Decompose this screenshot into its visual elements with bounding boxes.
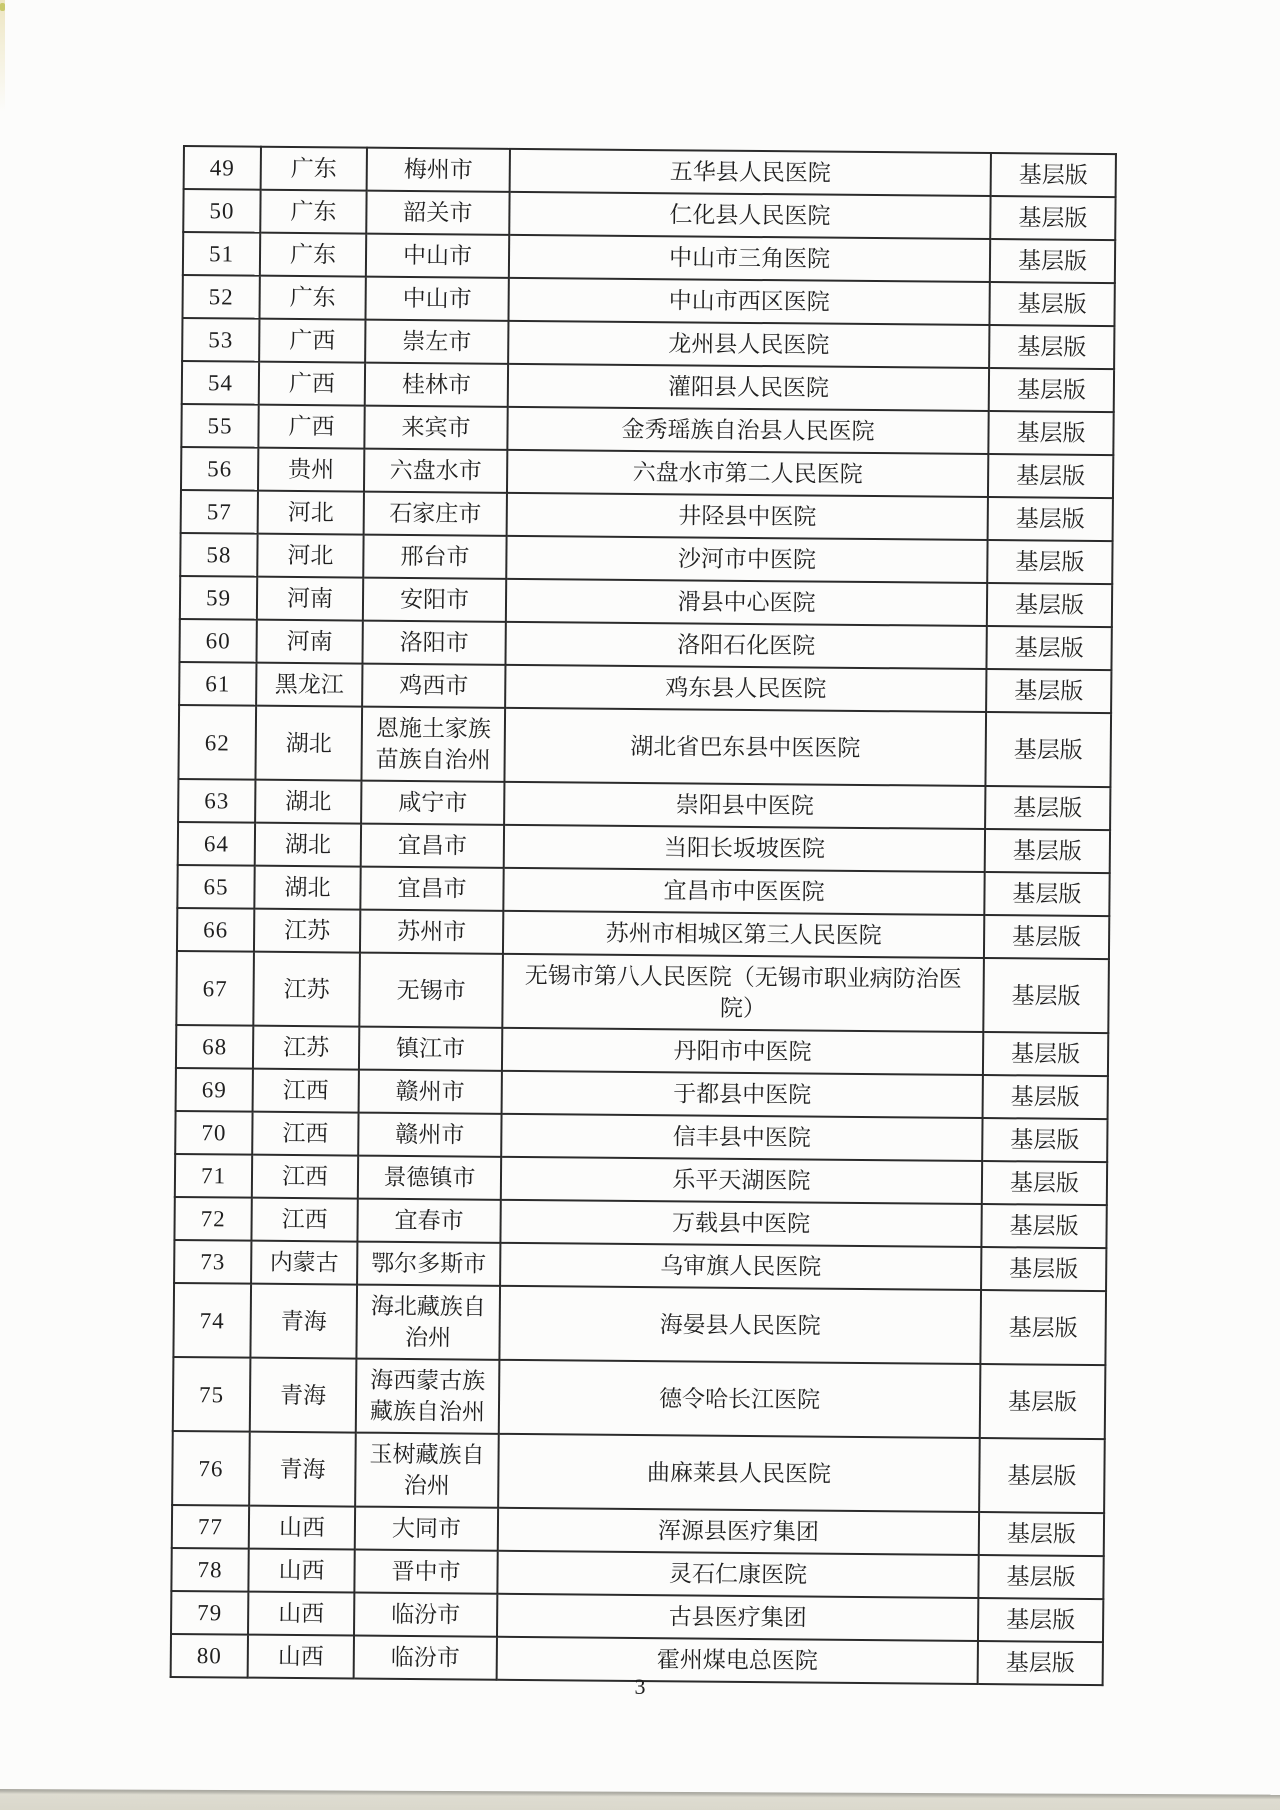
hospital-list-table	[170, 145, 1117, 1686]
cell-edition: 基层版	[983, 958, 1109, 1033]
cell-hospital: 乐平天湖医院	[501, 1157, 982, 1204]
cell-city: 洛阳市	[362, 621, 505, 665]
cell-hospital: 万载县中医院	[500, 1200, 981, 1247]
cell-edition: 基层版	[986, 669, 1111, 713]
cell-edition: 基层版	[980, 1290, 1106, 1365]
cell-province: 湖北	[255, 823, 361, 867]
cell-city: 宜昌市	[360, 867, 503, 911]
cell-edition: 基层版	[987, 540, 1112, 584]
cell-edition: 基层版	[983, 1075, 1108, 1119]
cell-hospital: 海晏县人民医院	[499, 1286, 981, 1364]
cell-row-number: 66	[177, 908, 254, 952]
cell-row-number: 68	[176, 1025, 253, 1069]
cell-hospital: 灵石仁康医院	[497, 1551, 978, 1598]
cell-edition: 基层版	[988, 454, 1113, 498]
cell-hospital: 古县医疗集团	[497, 1594, 978, 1641]
cell-row-number: 62	[178, 705, 256, 780]
cell-city: 晋中市	[354, 1550, 497, 1594]
cell-edition: 基层版	[984, 872, 1109, 916]
cell-hospital: 曲麻莱县人民医院	[498, 1434, 980, 1512]
cell-hospital: 六盘水市第二人民医院	[507, 450, 988, 497]
cell-city: 梅州市	[367, 148, 510, 192]
scan-edge-artifact	[0, 0, 5, 112]
cell-city: 无锡市	[359, 953, 503, 1028]
cell-province: 江西	[252, 1112, 358, 1156]
cell-row-number: 74	[173, 1283, 251, 1358]
cell-row-number: 51	[183, 232, 260, 276]
cell-hospital: 沙河市中医院	[506, 536, 987, 583]
cell-edition: 基层版	[985, 829, 1110, 873]
scan-dot-artifact	[0, 3, 5, 11]
cell-province: 江苏	[253, 952, 360, 1027]
cell-row-number: 59	[180, 576, 257, 620]
cell-city: 石家庄市	[364, 492, 507, 536]
cell-row-number: 52	[182, 275, 259, 319]
cell-province: 山西	[248, 1635, 354, 1679]
cell-province: 青海	[249, 1432, 356, 1507]
cell-city: 大同市	[355, 1507, 498, 1551]
cell-edition: 基层版	[978, 1598, 1103, 1642]
cell-city: 韶关市	[366, 191, 509, 235]
cell-province: 广东	[259, 276, 365, 320]
cell-edition: 基层版	[989, 368, 1114, 412]
cell-edition: 基层版	[981, 1204, 1106, 1248]
cell-edition: 基层版	[987, 583, 1112, 627]
cell-hospital: 五华县人民医院	[510, 149, 991, 196]
cell-edition: 基层版	[984, 915, 1109, 959]
cell-row-number: 61	[179, 662, 256, 706]
hospital-table-container	[170, 145, 1115, 1686]
table-row	[173, 1283, 1106, 1365]
cell-city: 恩施土家族苗族自治州	[361, 707, 505, 782]
cell-city: 宜昌市	[361, 824, 504, 868]
cell-row-number: 79	[171, 1591, 248, 1635]
cell-hospital: 滑县中心医院	[506, 579, 987, 626]
cell-edition: 基层版	[990, 196, 1115, 240]
cell-city: 赣州市	[358, 1113, 501, 1157]
cell-edition: 基层版	[979, 1438, 1105, 1513]
cell-hospital: 中山市西区医院	[508, 278, 989, 325]
cell-edition: 基层版	[981, 1247, 1106, 1291]
cell-city: 中山市	[365, 277, 508, 321]
cell-hospital: 浑源县医疗集团	[498, 1508, 979, 1555]
cell-hospital: 金秀瑶族自治县人民医院	[507, 407, 988, 454]
cell-province: 山西	[248, 1549, 354, 1593]
cell-province: 江苏	[253, 1026, 359, 1070]
cell-row-number: 54	[182, 361, 259, 405]
scan-bottom-edge	[0, 1789, 1280, 1810]
cell-hospital: 湖北省巴东县中医医院	[504, 708, 986, 786]
cell-row-number: 69	[176, 1068, 253, 1112]
cell-city: 中山市	[366, 234, 509, 278]
cell-city: 来宾市	[364, 406, 507, 450]
table-row	[172, 1431, 1105, 1513]
cell-city: 桂林市	[365, 363, 508, 407]
cell-city: 临汾市	[354, 1636, 497, 1680]
cell-hospital: 灌阳县人民医院	[508, 364, 989, 411]
cell-province: 湖北	[255, 780, 361, 824]
cell-edition: 基层版	[985, 786, 1110, 830]
cell-hospital: 龙州县人民医院	[508, 321, 989, 368]
cell-row-number: 58	[180, 533, 257, 577]
cell-edition: 基层版	[985, 712, 1111, 787]
cell-province: 山西	[248, 1592, 354, 1636]
cell-province: 广西	[259, 362, 365, 406]
cell-edition: 基层版	[982, 1118, 1107, 1162]
cell-edition: 基层版	[978, 1555, 1103, 1599]
page-number: 3	[634, 1674, 646, 1699]
cell-city: 宜春市	[357, 1199, 500, 1243]
cell-row-number: 78	[171, 1548, 248, 1592]
cell-row-number: 49	[184, 146, 261, 190]
cell-hospital: 丹阳市中医院	[502, 1028, 983, 1075]
cell-hospital: 乌审旗人民医院	[500, 1243, 981, 1290]
cell-row-number: 55	[181, 404, 258, 448]
cell-edition: 基层版	[979, 1512, 1104, 1556]
cell-city: 海西蒙古族藏族自治州	[356, 1359, 500, 1434]
cell-city: 鸡西市	[362, 664, 505, 708]
cell-row-number: 53	[182, 318, 259, 362]
cell-hospital: 洛阳石化医院	[505, 622, 986, 669]
cell-province: 广东	[260, 190, 366, 234]
cell-city: 苏州市	[360, 910, 503, 954]
cell-edition: 基层版	[983, 1032, 1108, 1076]
cell-city: 景德镇市	[358, 1156, 501, 1200]
cell-row-number: 60	[179, 619, 256, 663]
hospital-table-body	[171, 146, 1116, 1685]
cell-edition: 基层版	[982, 1161, 1107, 1205]
cell-hospital: 于都县中医院	[502, 1071, 983, 1118]
cell-province: 广东	[260, 233, 366, 277]
cell-row-number: 77	[172, 1505, 249, 1549]
cell-edition: 基层版	[989, 282, 1114, 326]
cell-hospital: 鸡东县人民医院	[505, 665, 986, 712]
cell-row-number: 63	[178, 779, 255, 823]
cell-row-number: 50	[183, 189, 260, 233]
cell-city: 邢台市	[363, 535, 506, 579]
cell-hospital: 苏州市相城区第三人民医院	[503, 911, 984, 958]
cell-hospital: 无锡市第八人民医院（无锡市职业病防治医院）	[502, 954, 984, 1032]
cell-city: 安阳市	[363, 578, 506, 622]
cell-row-number: 57	[181, 490, 258, 534]
cell-city: 镇江市	[359, 1027, 502, 1071]
table-row	[173, 1357, 1106, 1439]
cell-city: 临汾市	[354, 1593, 497, 1637]
table-row	[176, 951, 1109, 1033]
cell-province: 广西	[259, 319, 365, 363]
cell-province: 江西	[252, 1155, 358, 1199]
cell-province: 河南	[256, 620, 362, 664]
cell-row-number: 64	[178, 822, 255, 866]
cell-hospital: 信丰县中医院	[501, 1114, 982, 1161]
cell-hospital: 当阳长坂坡医院	[504, 825, 985, 872]
cell-edition: 基层版	[988, 411, 1113, 455]
cell-row-number: 73	[174, 1240, 251, 1284]
cell-province: 青海	[250, 1358, 357, 1433]
cell-city: 崇左市	[365, 320, 508, 364]
cell-edition: 基层版	[978, 1641, 1103, 1685]
cell-city: 六盘水市	[364, 449, 507, 493]
cell-province: 黑龙江	[256, 663, 362, 707]
cell-row-number: 80	[171, 1634, 248, 1678]
cell-province: 广西	[258, 405, 364, 449]
cell-province: 贵州	[258, 448, 364, 492]
cell-province: 河北	[257, 534, 363, 578]
cell-city: 玉树藏族自治州	[355, 1433, 499, 1508]
cell-row-number: 56	[181, 447, 258, 491]
cell-row-number: 67	[176, 951, 254, 1026]
cell-edition: 基层版	[991, 153, 1116, 197]
cell-city: 鄂尔多斯市	[357, 1242, 500, 1286]
cell-row-number: 75	[173, 1357, 251, 1432]
cell-city: 赣州市	[359, 1070, 502, 1114]
cell-edition: 基层版	[989, 325, 1114, 369]
cell-edition: 基层版	[990, 239, 1115, 283]
cell-city: 咸宁市	[361, 781, 504, 825]
cell-hospital: 德令哈长江医院	[499, 1360, 981, 1438]
cell-row-number: 65	[177, 865, 254, 909]
cell-hospital: 仁化县人民医院	[509, 192, 990, 239]
cell-city: 海北藏族自治州	[356, 1285, 500, 1360]
cell-province: 河南	[257, 577, 363, 621]
cell-hospital: 中山市三角医院	[509, 235, 990, 282]
cell-province: 青海	[250, 1284, 357, 1359]
cell-hospital: 宜昌市中医医院	[503, 868, 984, 915]
cell-edition: 基层版	[980, 1364, 1106, 1439]
cell-province: 河北	[258, 491, 364, 535]
cell-row-number: 70	[175, 1111, 252, 1155]
cell-edition: 基层版	[986, 626, 1111, 670]
cell-province: 山西	[249, 1506, 355, 1550]
cell-province: 湖北	[255, 706, 362, 781]
cell-province: 内蒙古	[251, 1241, 357, 1285]
cell-row-number: 72	[174, 1197, 251, 1241]
cell-hospital: 崇阳县中医院	[504, 782, 985, 829]
cell-edition: 基层版	[988, 497, 1113, 541]
cell-province: 江西	[253, 1069, 359, 1113]
cell-province: 江西	[251, 1198, 357, 1242]
cell-row-number: 71	[175, 1154, 252, 1198]
cell-hospital: 井陉县中医院	[507, 493, 988, 540]
cell-row-number: 76	[172, 1431, 250, 1506]
cell-province: 广东	[261, 147, 367, 191]
cell-province: 江苏	[254, 909, 360, 953]
cell-hospital: 霍州煤电总医院	[497, 1637, 978, 1684]
cell-province: 湖北	[254, 866, 360, 910]
table-row	[178, 705, 1111, 787]
